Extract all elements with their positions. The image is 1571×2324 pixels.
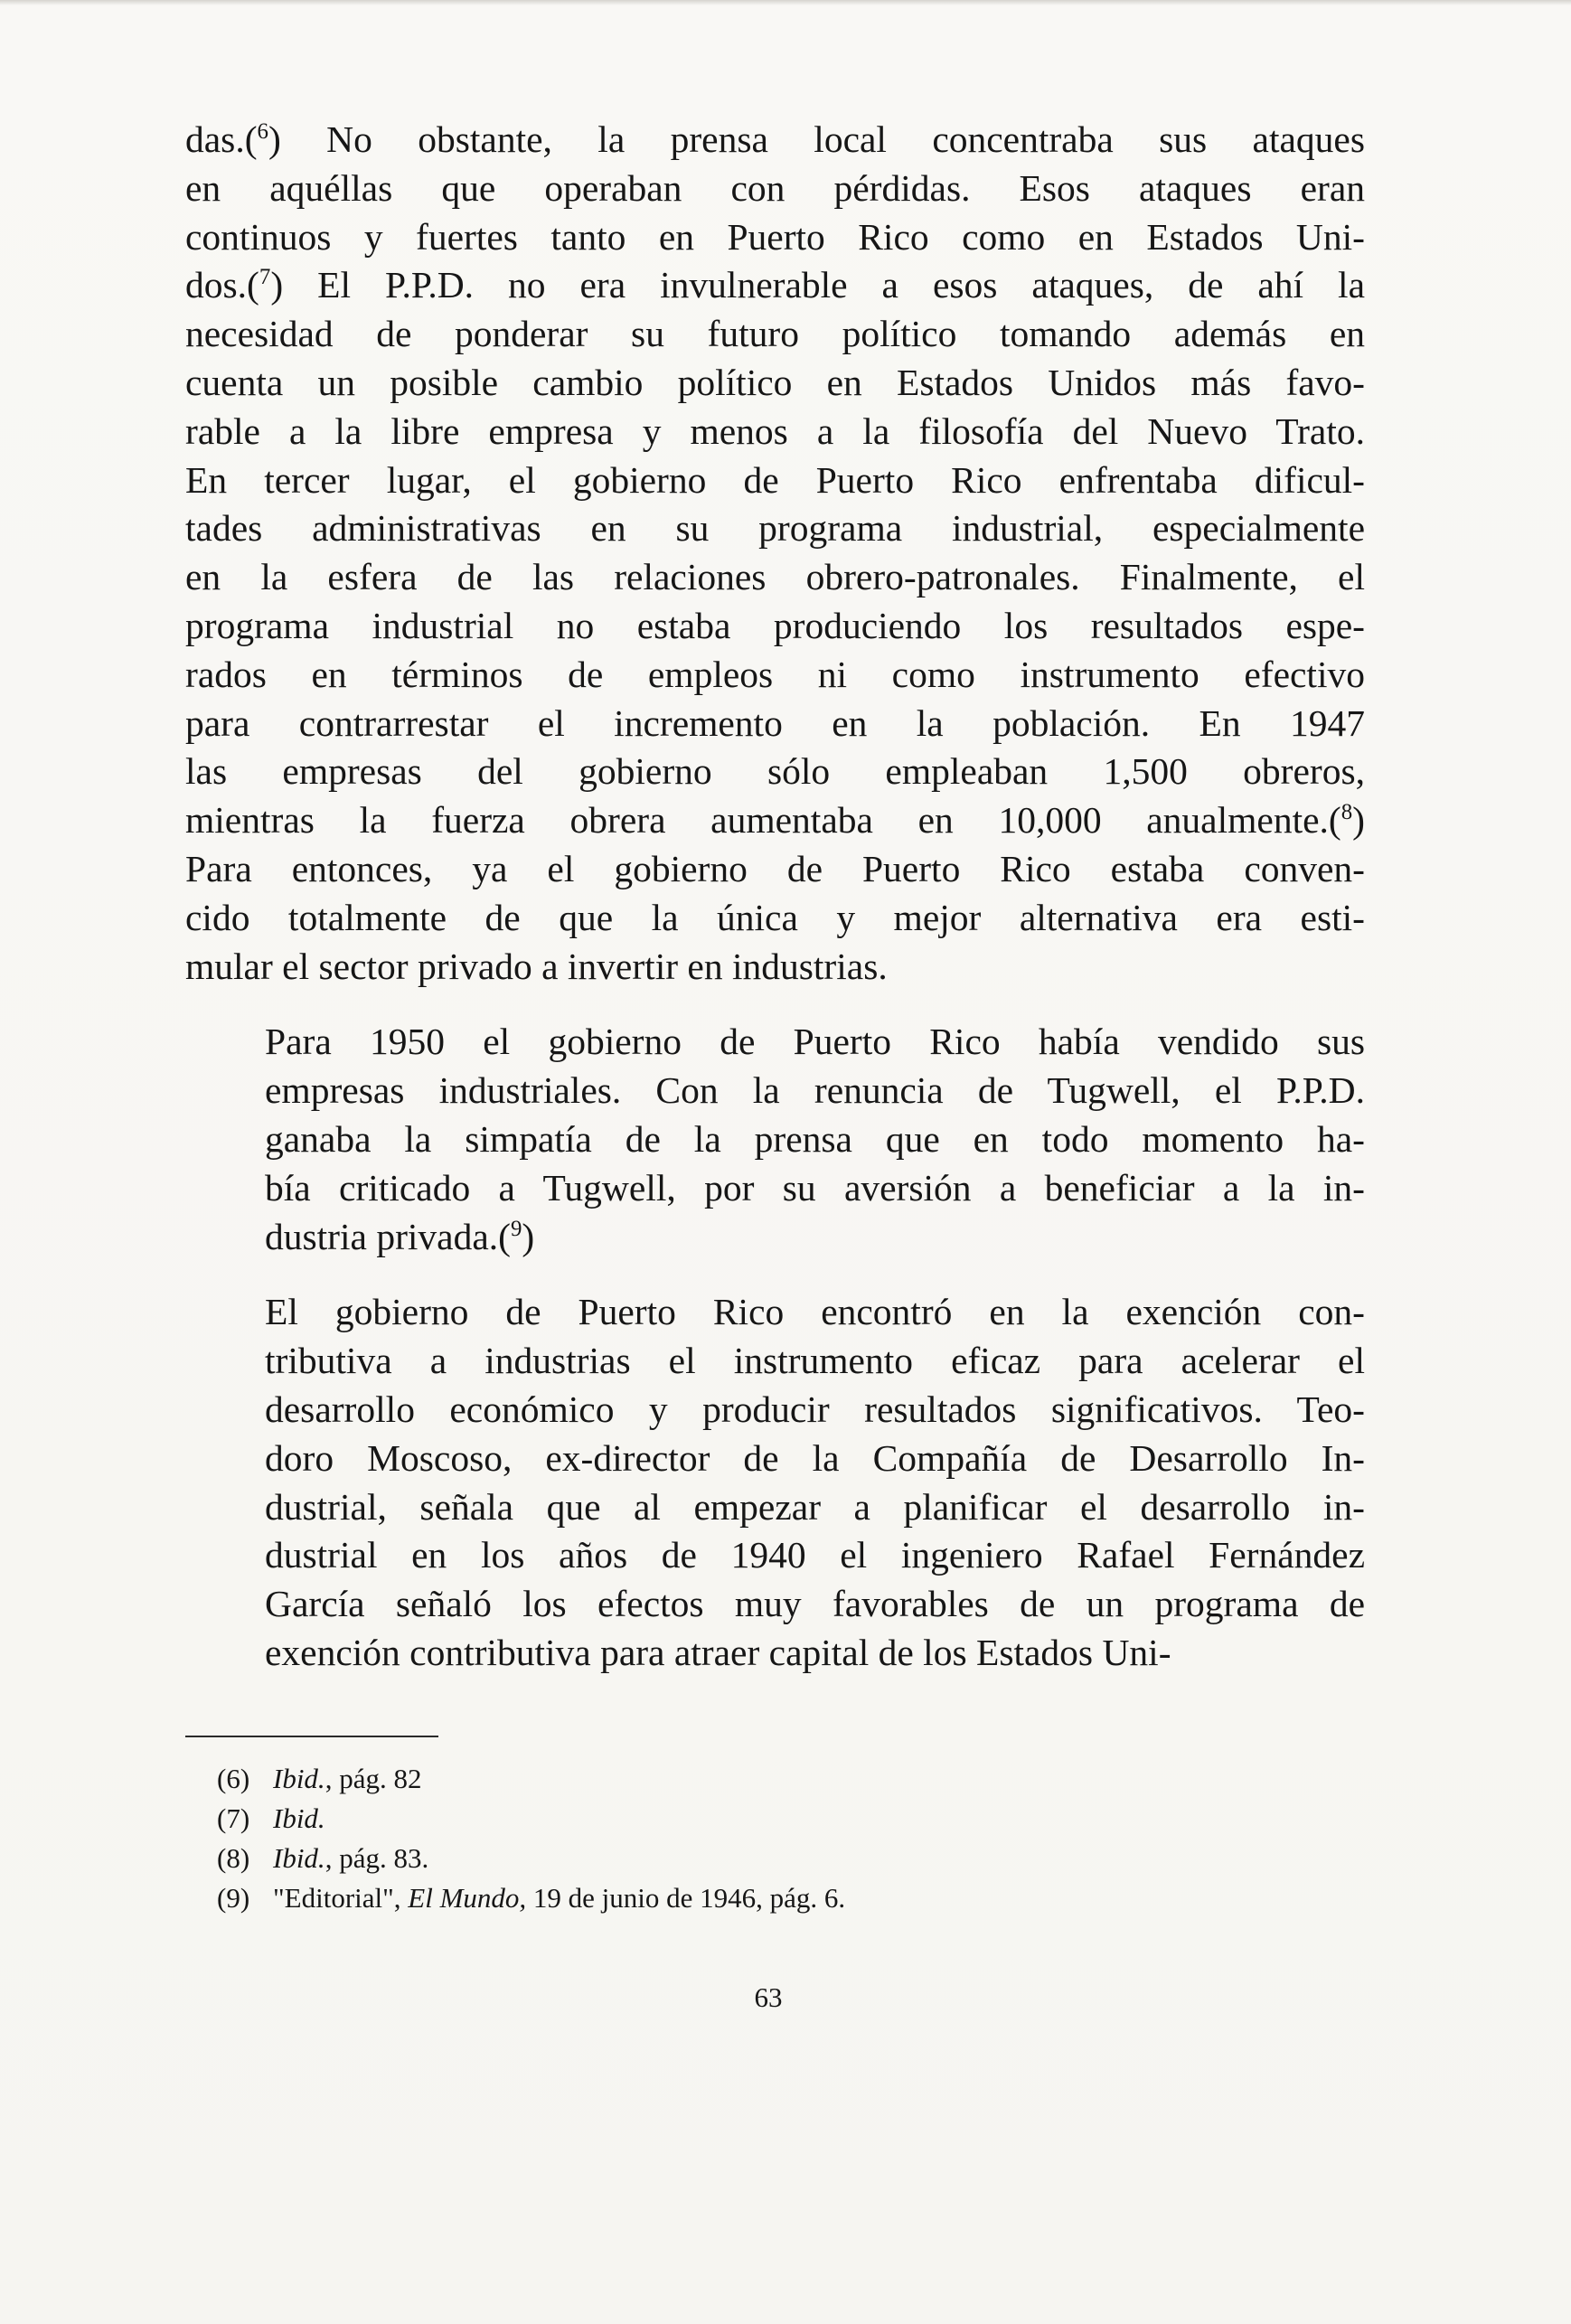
text-line: das.($^6$) No obstante, la prensa local concentraba sus ataques	[185, 118, 1365, 160]
text-line: rados en términos de empleos ni como instrumento efectivo	[185, 653, 1365, 695]
footnote-number: (8)	[217, 1842, 250, 1874]
text-line: rable a la libre empresa y menos a la filosofía del Nuevo Trato.	[185, 409, 1365, 452]
footnote-detail: 19 de junio de 1946, pág. 6.	[526, 1882, 846, 1914]
text-line: dos.($^7$) El P.P.D. no era invulnerable a esos ataques, de ahí la	[185, 264, 1365, 306]
footnote	[217, 1759, 1256, 1799]
text-line: programa industrial no estaba produciendo los resultados espe-	[185, 604, 1365, 646]
footnote-number: (9)	[217, 1882, 250, 1914]
body-text	[185, 116, 1365, 1678]
text-line: empresas industriales. Con la renuncia de Tugwell, el P.P.D.	[265, 1069, 1365, 1112]
text-line: dustrial en los años de 1940 el ingeniero Rafael Fernández	[265, 1534, 1365, 1576]
footnote	[217, 1799, 1256, 1839]
text-line: mular el sector privado a invertir en industrias.	[185, 945, 888, 987]
text-line: cuenta un posible cambio político en Estados Unidos más favo-	[185, 361, 1365, 403]
page-top-edge	[0, 0, 1571, 5]
paragraph	[185, 116, 1365, 991]
text-line: en la esfera de las relaciones obrero-patronales. Finalmente, el	[185, 556, 1365, 598]
text-line: las empresas del gobierno sólo empleaban 1,500 obreros,	[185, 750, 1365, 793]
footnote-marker: 6	[257, 119, 268, 145]
paragraph	[185, 1018, 1365, 1261]
footnote	[217, 1878, 1256, 1918]
text-line: en aquéllas que operaban con pérdidas. Esos ataques eran	[185, 166, 1365, 209]
text-line: continuos y fuertes tanto en Puerto Rico como en Estados Uni-	[185, 215, 1365, 258]
text-line: El gobierno de Puerto Rico encontró en la exención con-	[265, 1291, 1365, 1333]
footnote-detail: , pág. 82	[325, 1763, 422, 1794]
footnote-marker: 7	[259, 265, 271, 290]
paragraph	[185, 1288, 1365, 1677]
footnote-detail: , pág. 83.	[325, 1842, 429, 1874]
text-line: bía criticado a Tugwell, por su aversión a beneficiar a la in-	[265, 1166, 1365, 1209]
page-number: 63	[754, 1981, 783, 2013]
text-line: doro Moscoso, ex-director de la Compañía de Desarrollo In-	[265, 1436, 1365, 1479]
footnote-source: El Mundo,	[408, 1882, 527, 1914]
text-line: dustria privada.($^9$)	[265, 1215, 535, 1257]
footnote-source: Ibid.	[273, 1842, 325, 1874]
footnote-source: Ibid.	[273, 1802, 325, 1834]
footnote-source: Ibid.	[273, 1763, 325, 1794]
text-line: En tercer lugar, el gobierno de Puerto Rico enfrentaba dificul-	[185, 458, 1365, 501]
text-line: desarrollo económico y producir resultados significativos. Teo-	[265, 1388, 1365, 1430]
text-line: García señaló los efectos muy favorables de un programa de	[265, 1583, 1365, 1625]
text-line: Para 1950 el gobierno de Puerto Rico había vendido sus	[265, 1021, 1365, 1063]
text-line: mientras la fuerza obrera aumentaba en 10,000 anualmente.($^8$)	[185, 799, 1365, 842]
footnote-separator	[185, 1736, 438, 1737]
footnote-marker: 9	[510, 1216, 522, 1241]
footnote-number: (7)	[217, 1802, 250, 1834]
footnotes	[217, 1759, 1256, 1918]
text-line: dustrial, señala que al empezar a planificar el desarrollo in-	[265, 1485, 1365, 1528]
footnote-prefix: "Editorial",	[273, 1882, 409, 1914]
text-line: necesidad de ponderar su futuro político tomando además en	[185, 313, 1365, 355]
text-line: exención contributiva para atraer capital de los Estados Uni-	[265, 1631, 1171, 1673]
footnote-marker: 8	[1341, 800, 1353, 825]
text-line: tributiva a industrias el instrumento eficaz para acelerar el	[265, 1340, 1365, 1382]
text-line: ganaba la simpatía de la prensa que en todo momento ha-	[265, 1117, 1365, 1160]
text-line: para contrarrestar el incremento en la población. En 1947	[185, 701, 1365, 744]
text-line: tades administrativas en su programa industrial, especialmente	[185, 507, 1365, 550]
footnote	[217, 1839, 1256, 1878]
text-line: cido totalmente de que la única y mejor alternativa era esti-	[185, 896, 1365, 938]
footnote-number: (6)	[217, 1763, 250, 1794]
text-line: Para entonces, ya el gobierno de Puerto Rico estaba conven-	[185, 847, 1365, 889]
